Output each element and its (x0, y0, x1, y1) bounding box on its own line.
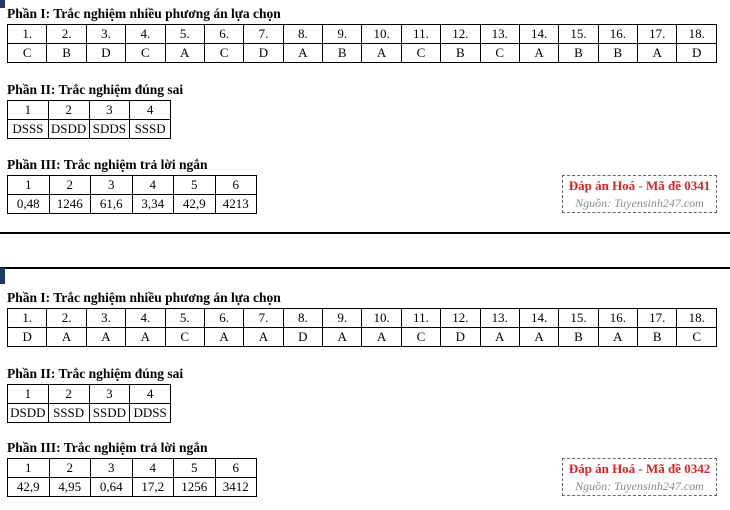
question-cell: 17. (638, 25, 677, 44)
answer-cell: D (244, 44, 283, 63)
question-cell: 12. (441, 309, 480, 328)
answer-cell: B (441, 44, 480, 63)
exam-code-label (562, 458, 717, 496)
question-cell: 4 (132, 176, 174, 195)
question-cell: 1. (8, 25, 47, 44)
question-cell: 16. (598, 25, 637, 44)
question-cell: 2 (48, 385, 89, 404)
answer-cell: B (47, 44, 86, 63)
question-cell: 5 (174, 459, 216, 478)
answer-cell: A (519, 328, 558, 347)
question-cell: 1 (8, 385, 49, 404)
table-row-questions (8, 385, 171, 404)
table-row-answers (8, 195, 257, 214)
answer-cell: D (8, 328, 47, 347)
answer-cell: A (519, 44, 558, 63)
section-divider (0, 267, 730, 269)
answer-cell: SDDS (89, 120, 130, 139)
question-cell: 13. (480, 25, 519, 44)
answer-cell: A (283, 44, 322, 63)
question-cell: 18. (677, 25, 717, 44)
answer-cell: 0,64 (91, 478, 133, 497)
answer-cell: D (86, 44, 125, 63)
answer-cell: DSSS (8, 120, 49, 139)
answer-cell: C (126, 44, 165, 63)
part3-table (7, 458, 257, 497)
question-cell: 15. (559, 25, 598, 44)
answer-cell: D (283, 328, 322, 347)
answer-cell: A (86, 328, 125, 347)
question-cell: 5. (165, 25, 204, 44)
question-cell: 4 (132, 459, 174, 478)
table-row-answers (8, 44, 717, 63)
question-cell: 18. (677, 309, 717, 328)
question-cell: 9. (323, 25, 362, 44)
table-row-questions (8, 176, 257, 195)
question-cell: 14. (519, 309, 558, 328)
question-cell: 7. (244, 25, 283, 44)
answer-cell: D (677, 44, 717, 63)
answer-cell: C (204, 44, 243, 63)
question-cell: 15. (559, 309, 598, 328)
question-cell: 11. (401, 309, 440, 328)
answer-cell: C (165, 328, 204, 347)
answer-cell: C (401, 328, 440, 347)
question-cell: 4. (126, 25, 165, 44)
source-note: Nguồn: Tuyensinh247.com (575, 479, 704, 493)
question-cell: 6 (215, 176, 257, 195)
part1-heading: Phần I: Trắc nghiệm nhiều phương án lựa chọn (7, 290, 281, 305)
answer-cell: DDSS (130, 404, 171, 423)
question-cell: 3 (89, 385, 130, 404)
answer-cell: C (401, 44, 440, 63)
section-divider (0, 232, 730, 234)
question-cell: 17. (638, 309, 677, 328)
answer-cell: 1256 (174, 478, 216, 497)
question-cell: 2 (48, 101, 89, 120)
question-cell: 1 (8, 459, 50, 478)
question-cell: 5 (174, 176, 216, 195)
part1-table (7, 24, 717, 63)
answer-cell: A (362, 328, 401, 347)
question-cell: 6 (215, 459, 257, 478)
question-cell: 1. (8, 309, 47, 328)
answer-cell: C (8, 44, 47, 63)
answer-cell: A (480, 328, 519, 347)
question-cell: 10. (362, 309, 401, 328)
question-cell: 3 (91, 459, 133, 478)
answer-cell: 0,48 (8, 195, 50, 214)
answer-cell: 61,6 (91, 195, 133, 214)
answer-cell: 3412 (215, 478, 257, 497)
answer-cell: 17,2 (132, 478, 174, 497)
question-cell: 2 (49, 459, 91, 478)
answer-cell: DSDD (48, 120, 89, 139)
question-cell: 3 (89, 101, 130, 120)
part3-table (7, 175, 257, 214)
part1-table (7, 308, 717, 347)
question-cell: 3. (86, 25, 125, 44)
table-row-answers (8, 478, 257, 497)
answer-cell: A (323, 328, 362, 347)
table-row-questions (8, 459, 257, 478)
answer-cell: 4213 (215, 195, 257, 214)
answer-cell: SSSD (48, 404, 89, 423)
question-cell: 2 (49, 176, 91, 195)
answer-cell: A (204, 328, 243, 347)
answer-cell: A (362, 44, 401, 63)
question-cell: 8. (283, 25, 322, 44)
exam-code-title: Đáp án Hoá - Mã đề 0342 (568, 461, 711, 476)
source-note: Nguồn: Tuyensinh247.com (575, 196, 704, 210)
question-cell: 8. (283, 309, 322, 328)
table-row-questions (8, 25, 717, 44)
table-row-questions (8, 101, 171, 120)
question-cell: 6. (204, 25, 243, 44)
answer-cell: C (677, 328, 717, 347)
answer-cell: 3,34 (132, 195, 174, 214)
answer-cell: C (480, 44, 519, 63)
question-cell: 1 (8, 101, 49, 120)
part3-heading: Phần III: Trắc nghiệm trả lời ngắn (7, 157, 208, 172)
part2-heading: Phần II: Trắc nghiệm đúng sai (7, 82, 184, 97)
question-cell: 4 (130, 101, 171, 120)
question-cell: 2. (47, 25, 86, 44)
question-cell: 3 (91, 176, 133, 195)
question-cell: 13. (480, 309, 519, 328)
exam-code-label (562, 175, 717, 213)
answer-cell: 42,9 (8, 478, 50, 497)
answer-cell: A (244, 328, 283, 347)
question-cell: 16. (598, 309, 637, 328)
exam-code-title: Đáp án Hoá - Mã đề 0341 (568, 178, 711, 193)
answer-cell: SSDD (89, 404, 130, 423)
answer-cell: B (598, 44, 637, 63)
table-row-answers (8, 328, 717, 347)
question-cell: 5. (165, 309, 204, 328)
question-cell: 9. (323, 309, 362, 328)
answer-cell: B (323, 44, 362, 63)
question-cell: 4. (126, 309, 165, 328)
answer-block-0342 (0, 284, 730, 510)
question-cell: 11. (401, 25, 440, 44)
question-cell: 3. (86, 309, 125, 328)
answer-cell: 1246 (49, 195, 91, 214)
part1-heading: Phần I: Trắc nghiệm nhiều phương án lựa chọn (7, 6, 281, 21)
part3-heading: Phần III: Trắc nghiệm trả lời ngắn (7, 440, 208, 455)
accent-bar (0, 268, 5, 284)
answer-cell: B (559, 44, 598, 63)
answer-cell: A (126, 328, 165, 347)
question-cell: 4 (130, 385, 171, 404)
question-cell: 10. (362, 25, 401, 44)
answer-cell: B (638, 328, 677, 347)
answer-cell: A (638, 44, 677, 63)
answer-cell: D (441, 328, 480, 347)
question-cell: 7. (244, 309, 283, 328)
part2-table (7, 384, 171, 423)
answer-block-0341 (0, 0, 730, 230)
table-row-questions (8, 309, 717, 328)
question-cell: 2. (47, 309, 86, 328)
answer-cell: B (559, 328, 598, 347)
question-cell: 14. (519, 25, 558, 44)
part2-heading: Phần II: Trắc nghiệm đúng sai (7, 366, 184, 381)
question-cell: 1 (8, 176, 50, 195)
table-row-answers (8, 120, 171, 139)
answer-cell: DSDD (8, 404, 49, 423)
part2-table (7, 100, 171, 139)
table-row-answers (8, 404, 171, 423)
question-cell: 6. (204, 309, 243, 328)
answer-cell: A (165, 44, 204, 63)
answer-cell: A (47, 328, 86, 347)
question-cell: 12. (441, 25, 480, 44)
answer-cell: 4,95 (49, 478, 91, 497)
answer-cell: SSSD (130, 120, 171, 139)
answer-cell: 42,9 (174, 195, 216, 214)
answer-cell: A (598, 328, 637, 347)
